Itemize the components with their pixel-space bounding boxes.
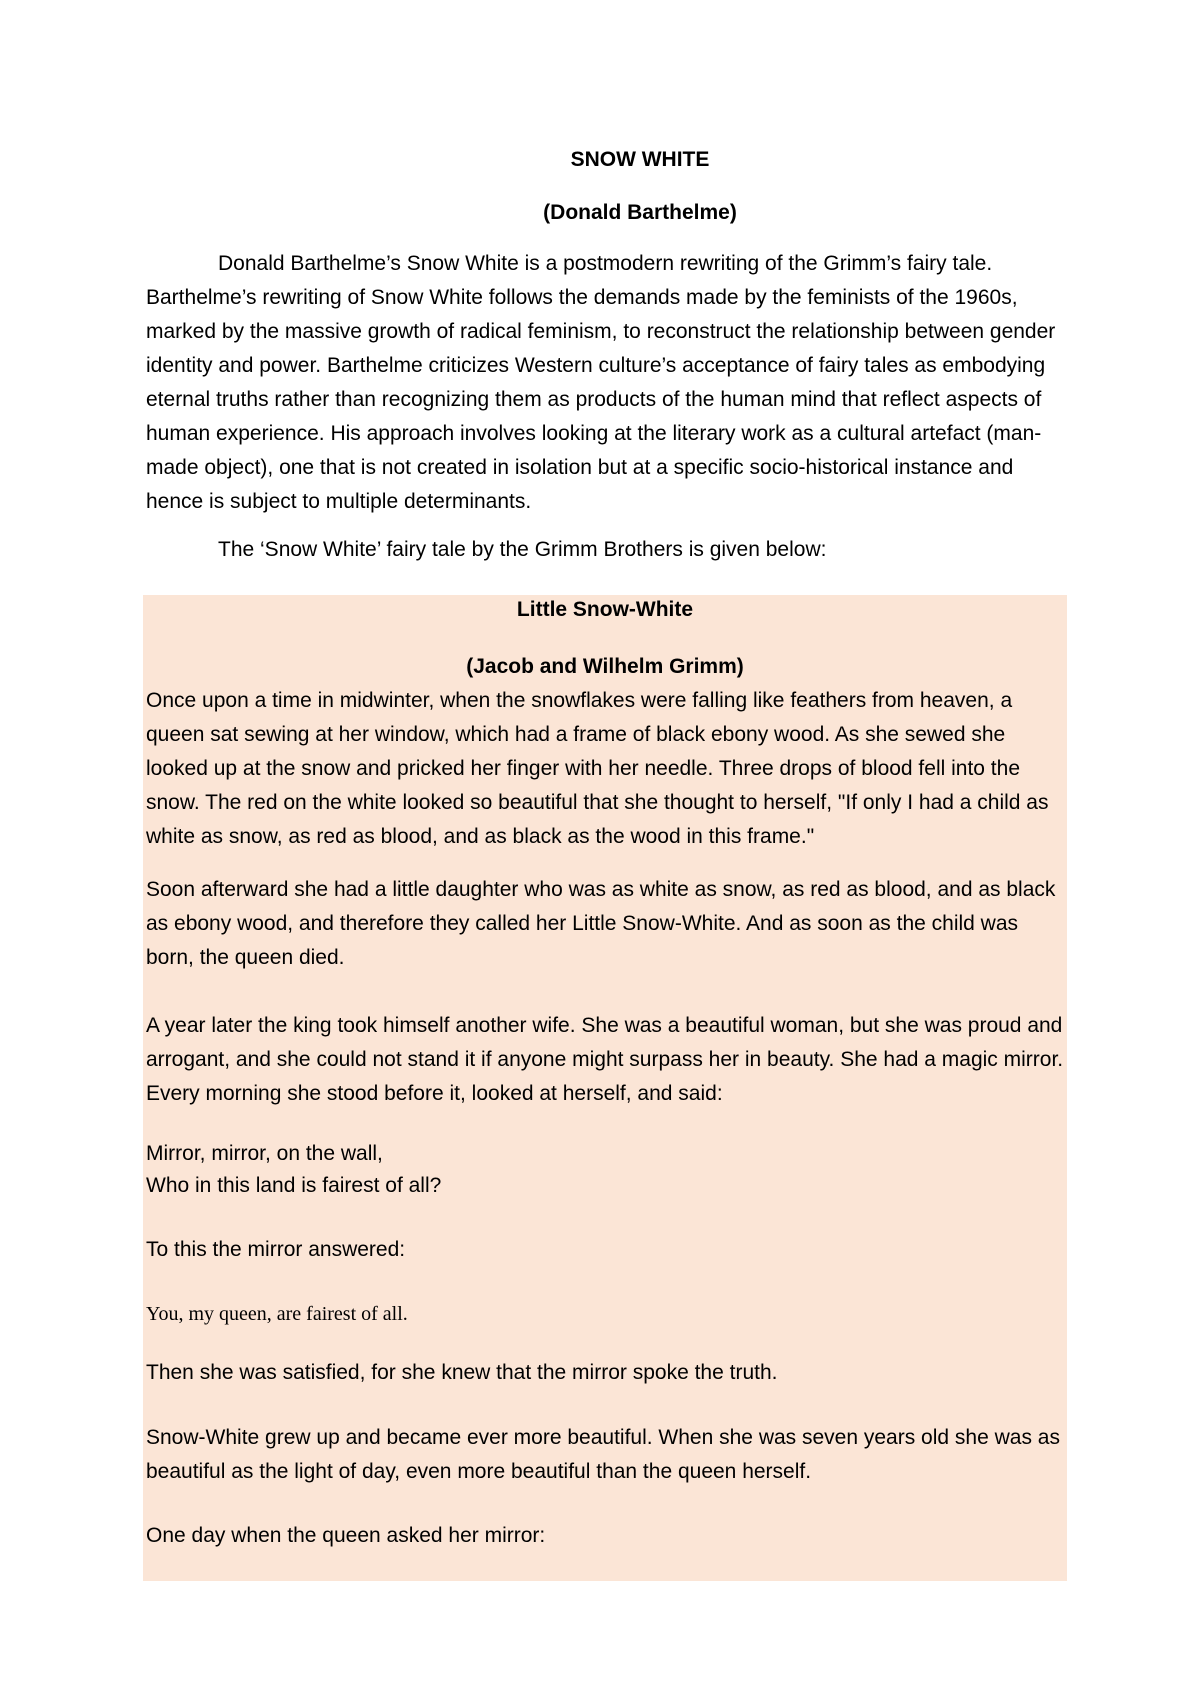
mirror-rhyme-line: Who in this land is fairest of all? xyxy=(146,1174,442,1197)
story-paragraph: Once upon a time in midwinter, when the snowflakes were falling like feathers from heaven, a queen sat sewing at her window, which had a frame of black ebony wood. As she sewed she looked up at the snow and pricked her finger with her needle. Three drops of blood fell into the snow. The red on the white looked so beautiful that she thought to herself, "If only I had a child as white as snow, as red as blood, and as black as the wood in this frame." xyxy=(146,689,1049,848)
story-paragraph: To this the mirror answered: xyxy=(146,1238,406,1261)
story-title: Little Snow-White xyxy=(516,598,694,621)
story-authors: (Jacob and Wilhelm Grimm) xyxy=(466,655,744,678)
intro-paragraph: Donald Barthelme’s Snow White is a postmodern rewriting of the Grimm’s fairy tale. Barthelme’s rewriting of Snow White follows the demands made by the feminists of the 1960s, marked by the massive growth of radical feminism, to reconstruct the relationship between gender identity and power. Barthelme criticizes Western culture’s acceptance of fairy tales as embodying eternal truths rather than recognizing them as products of the human mind that reflect aspects of human experience. His approach involves looking at the literary work as a cultural artefact (man-made object), one that is not created in isolation but at a specific socio-historical instance and hence is subject to multiple determinants. xyxy=(146,252,1056,513)
story-paragraph: Then she was satisfied, for she knew that the mirror spoke the truth. xyxy=(146,1361,778,1384)
story-paragraph: A year later the king took himself another wife. She was a beautiful woman, but she was proud and arrogant, and she could not stand it if anyone might surpass her in beauty. She had a magic mirror. Every morning she stood before it, looked at herself, and said: xyxy=(146,1014,1064,1105)
document-title: SNOW WHITE xyxy=(570,148,710,171)
story-paragraph: Snow-White grew up and became ever more beautiful. When she was seven years old she was as beautiful as the light of day, even more beautiful than the queen herself. xyxy=(146,1426,1060,1483)
mirror-rhyme-line: Mirror, mirror, on the wall, xyxy=(146,1142,383,1165)
document-author: (Donald Barthelme) xyxy=(543,201,737,224)
story-paragraph: One day when the queen asked her mirror: xyxy=(146,1524,546,1547)
intro-paragraph: The ‘Snow White’ fairy tale by the Grimm Brothers is given below: xyxy=(218,538,827,561)
story-paragraph: Soon afterward she had a little daughter who was as white as snow, as red as blood, and as black as ebony wood, and therefore they called her Little Snow-White. And as soon as the child was born, the queen died. xyxy=(146,878,1056,969)
mirror-reply: You, my queen, are fairest of all. xyxy=(146,1303,408,1325)
